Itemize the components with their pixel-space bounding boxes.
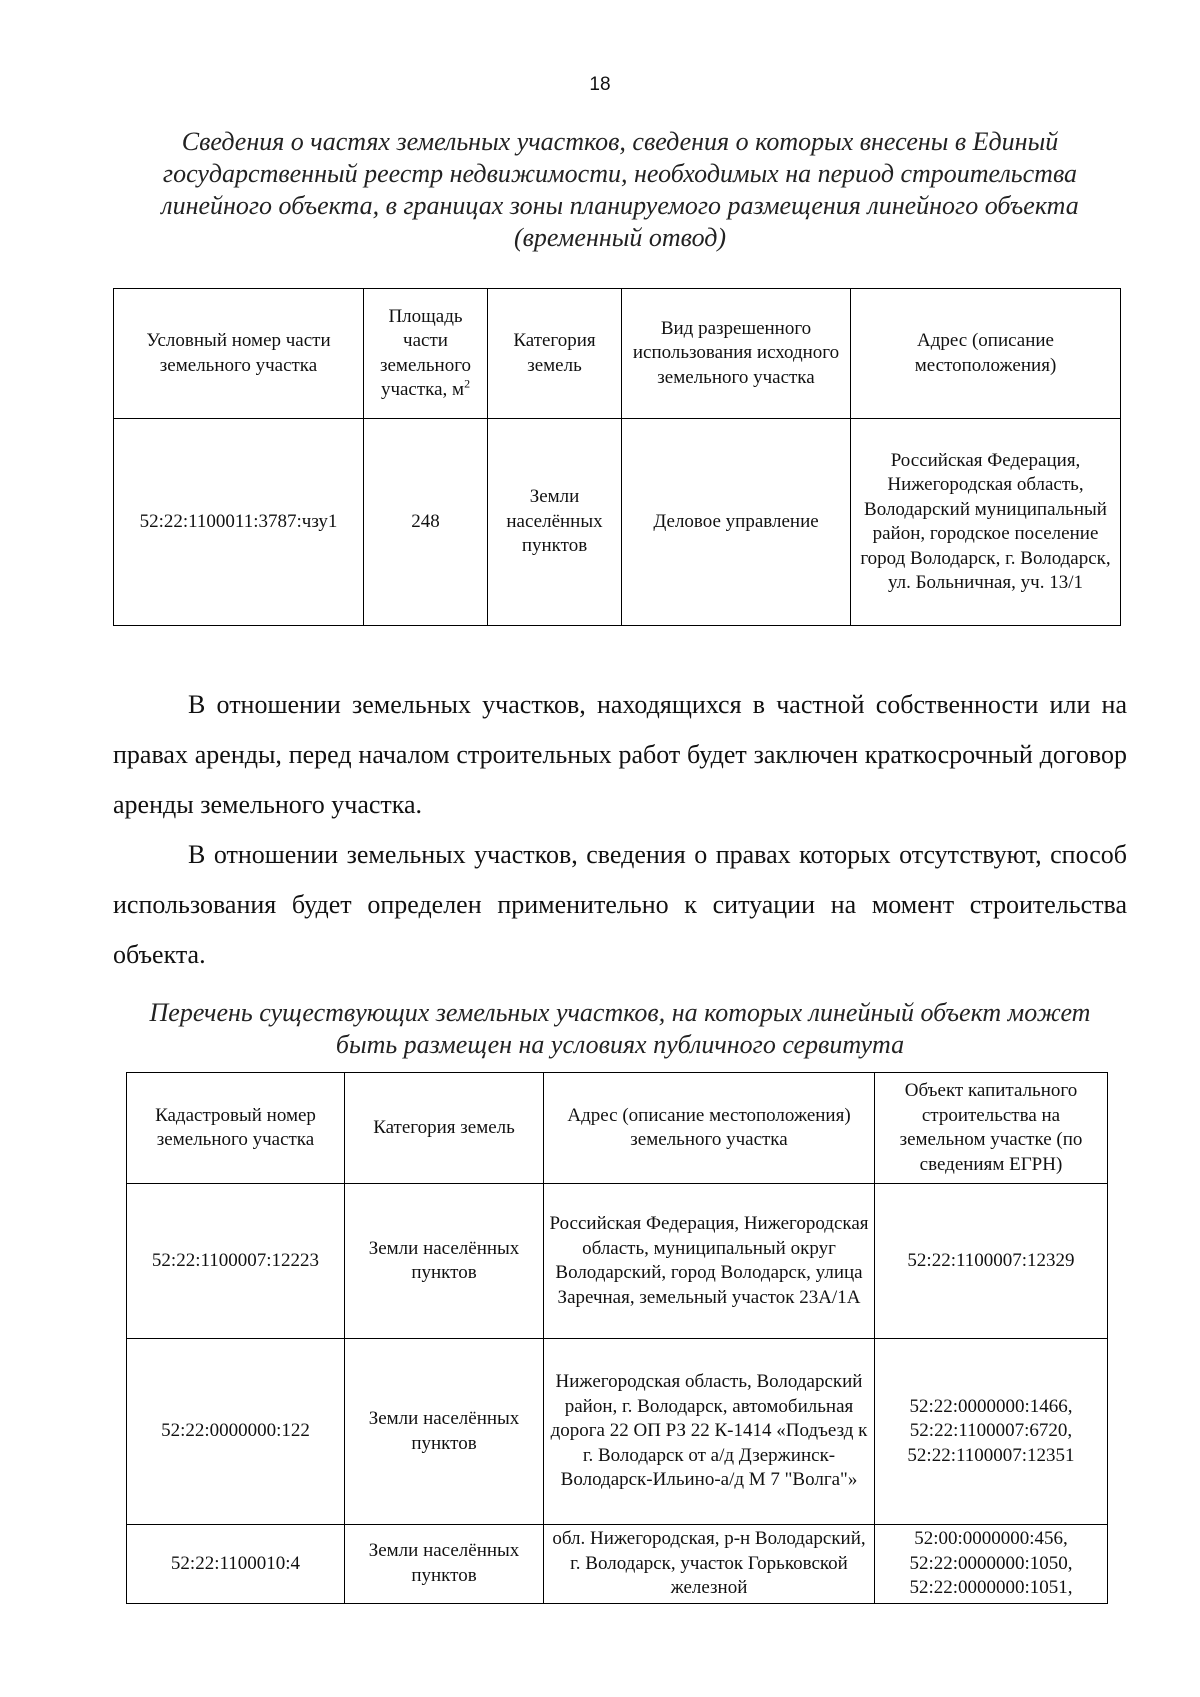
cell-part-number: 52:22:1100011:3787:чзу1 bbox=[114, 419, 364, 626]
table-header-row bbox=[127, 1073, 1108, 1184]
cell-area: 248 bbox=[364, 419, 488, 626]
header-capital-object: Объект капитального строительства на земельном участке (по сведениям ЕГРН) bbox=[875, 1073, 1108, 1184]
header-cadastral-number: Кадастровый номер земельного участка bbox=[127, 1073, 345, 1184]
header-area-label: Площадь части земельного участка, м bbox=[379, 305, 472, 400]
cell-capital-object: 52:00:0000000:456, 52:22:0000000:1050, 52:22:0000000:1051, bbox=[875, 1525, 1108, 1604]
table-row bbox=[114, 419, 1121, 626]
cell-cadastral-number: 52:22:1100007:12223 bbox=[127, 1184, 345, 1339]
paragraph-private-ownership bbox=[113, 680, 1127, 830]
page-number: 18 bbox=[589, 74, 611, 95]
header-category: Категория земель bbox=[345, 1073, 544, 1184]
cell-address: Российская Федерация, Нижегородская область, Володарский муниципальный район, городское поселение город Володарск, г. Володарск, ул. Больничная, уч. 13/1 bbox=[851, 419, 1121, 626]
table-row bbox=[127, 1525, 1108, 1604]
header-permitted-use: Вид разрешенного использования исходного земельного участка bbox=[622, 289, 851, 419]
paragraph-text: В отношении земельных участков, находящихся в частной собственности или на правах аренды, перед началом строительных работ будет заключен краткосрочный договор аренды земельного участка. bbox=[113, 690, 1127, 819]
header-address: Адрес (описание местоположения) земельного участка bbox=[544, 1073, 875, 1184]
cell-category: Земли населённых пунктов bbox=[345, 1184, 544, 1339]
table-row bbox=[127, 1339, 1108, 1525]
cell-address: Нижегородская область, Володарский район, г. Володарск, автомобильная дорога 22 ОП РЗ 22 К-1414 «Подъезд к г. Володарск от а/д Дзержинск-Володарск-Ильино-а/д М 7 "Волга"» bbox=[544, 1339, 875, 1525]
paragraph-text: В отношении земельных участков, сведения о правах которых отсутствуют, способ использования будет определен применительно к ситуации на момент строительства объекта. bbox=[113, 840, 1127, 969]
paragraph-unknown-rights bbox=[113, 830, 1127, 980]
cell-cadastral-number: 52:22:1100010:4 bbox=[127, 1525, 345, 1604]
table-header-row bbox=[114, 289, 1121, 419]
table1-caption: Сведения о частях земельных участков, сведения о которых внесены в Единый государственный реестр недвижимости, необходимых на период строительства линейного объекта, в границах зоны планируемого размещения линейного объекта (временный отвод) bbox=[161, 127, 1079, 252]
cell-cadastral-number: 52:22:0000000:122 bbox=[127, 1339, 345, 1525]
header-area bbox=[364, 289, 488, 419]
cell-capital-object: 52:22:0000000:1466, 52:22:1100007:6720, 52:22:1100007:12351 bbox=[875, 1339, 1108, 1525]
header-part-number: Условный номер части земельного участка bbox=[114, 289, 364, 419]
land-parts-table bbox=[113, 288, 1121, 626]
cell-address: обл. Нижегородская, р-н Володарский, г. Володарск, участок Горьковской железной bbox=[544, 1525, 875, 1604]
header-category: Категория земель bbox=[488, 289, 622, 419]
header-area-unit-sup: 2 bbox=[464, 376, 471, 391]
cell-address: Российская Федерация, Нижегородская область, муниципальный округ Володарский, город Володарск, улица Заречная, земельный участок 23А/1А bbox=[544, 1184, 875, 1339]
cell-permitted-use: Деловое управление bbox=[622, 419, 851, 626]
cell-category: Земли населённых пунктов bbox=[345, 1525, 544, 1604]
cell-category: Земли населённых пунктов bbox=[488, 419, 622, 626]
cell-capital-object: 52:22:1100007:12329 bbox=[875, 1184, 1108, 1339]
header-address: Адрес (описание местоположения) bbox=[851, 289, 1121, 419]
cell-category: Земли населённых пунктов bbox=[345, 1339, 544, 1525]
table-row bbox=[127, 1184, 1108, 1339]
table2-caption: Перечень существующих земельных участков, на которых линейный объект может быть размещен на условиях публичного сервитута bbox=[149, 998, 1091, 1059]
servitude-parcels-table bbox=[126, 1072, 1108, 1604]
